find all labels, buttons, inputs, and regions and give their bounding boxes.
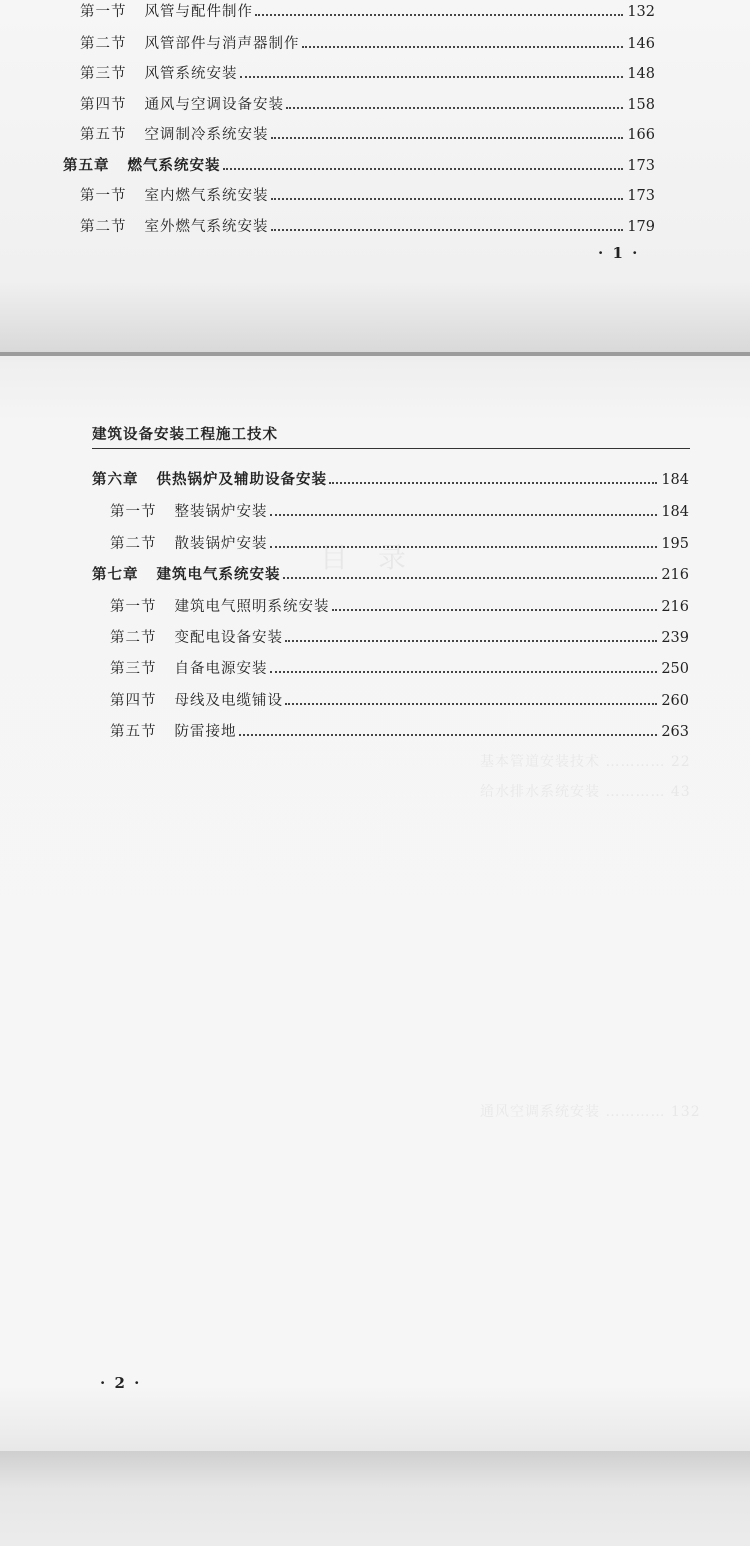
section-number: 第二节 [110,536,157,552]
section-title: 通风与空调设备安装 [144,97,284,113]
toc-page-1 [0,0,750,352]
toc-section-row [80,215,655,236]
chapter-title: 供热锅炉及辅助设备安装 [156,471,327,488]
chapter-number: 第六章 [92,471,139,488]
section-title: 散装锅炉安装 [174,536,268,552]
toc-chapter-row [92,468,689,489]
section-title: 母线及电缆铺设 [174,693,283,709]
toc-section-row [110,720,689,741]
toc-section-row [110,595,689,616]
dot-leader [285,702,657,705]
section-number: 第五节 [110,724,157,740]
page-number: 184 [661,472,689,488]
section-number: 第三节 [110,661,157,677]
dot-leader [302,45,624,48]
section-number: 第一节 [110,599,157,615]
bleed-through-text: 基本管道安装技术 ………… 22 [480,754,691,770]
page-number: 132 [627,4,655,20]
section-title: 空调制冷系统安装 [144,127,269,143]
toc-page-2 [0,356,750,1451]
toc-section-row [80,184,655,205]
toc-section-row [80,62,655,83]
section-title: 防雷接地 [174,724,237,740]
page-number: 195 [661,536,689,552]
page-number: 158 [627,97,655,113]
page-number: 250 [661,661,689,677]
dot-leader [270,513,658,516]
page-number: 216 [661,567,689,583]
chapter-title: 建筑电气系统安装 [156,566,281,583]
header-rule [92,448,690,449]
page-number: 148 [627,66,655,82]
page-number: 146 [627,36,655,52]
section-title: 风管与配件制作 [144,4,253,20]
section-number: 第一节 [80,4,127,20]
toc-section-row [110,657,689,678]
toc-chapter-row [92,563,689,584]
page-number: 173 [627,188,655,204]
section-number: 第一节 [110,504,157,520]
page-folio: · 2 · [100,1374,142,1392]
page-number: 173 [627,158,655,174]
toc-section-row [110,532,689,553]
dot-leader [271,228,624,231]
dot-leader [271,197,624,200]
page-number: 166 [627,127,655,143]
page-number: 263 [661,724,689,740]
section-title: 变配电设备安装 [174,630,283,646]
toc-section-row [110,500,689,521]
section-title: 建筑电气照明系统安装 [174,599,330,615]
toc-section-row [110,689,689,710]
dot-leader [329,481,657,484]
chapter-number: 第七章 [92,566,139,583]
section-title: 风管系统安装 [144,66,238,82]
dot-leader [240,75,624,78]
dot-leader [270,545,658,548]
toc-section-row [80,0,655,21]
section-number: 第二节 [80,219,127,235]
section-number: 第四节 [80,97,127,113]
page-number: 239 [661,630,689,646]
toc-section-row [80,123,655,144]
section-number: 第五节 [80,127,127,143]
dot-leader [283,576,658,579]
dot-leader [271,136,624,139]
dot-leader [285,639,657,642]
next-page-edge [0,1451,750,1546]
section-number: 第二节 [80,36,127,52]
section-title: 室外燃气系统安装 [144,219,269,235]
dot-leader [239,733,658,736]
section-number: 第二节 [110,630,157,646]
page-number: 179 [627,219,655,235]
dot-leader [223,167,624,170]
section-title: 整装锅炉安装 [174,504,268,520]
bleed-through-text: 通风空调系统安装 ………… 132 [480,1104,701,1120]
toc-chapter-row [63,154,655,175]
page-number: 216 [661,599,689,615]
dot-leader [286,106,623,109]
chapter-number: 第五章 [63,157,110,174]
toc-section-row [110,626,689,647]
section-title: 室内燃气系统安装 [144,188,269,204]
bleed-through-text: 目 录 [320,541,408,574]
page-folio: · 1 · [598,244,640,262]
page-number: 260 [661,693,689,709]
toc-section-row [80,93,655,114]
page-number: 184 [661,504,689,520]
toc-section-row [80,32,655,53]
dot-leader [332,608,658,611]
bleed-through-text: 给水排水系统安装 ………… 43 [480,784,691,800]
running-header: 建筑设备安装工程施工技术 [92,426,278,443]
chapter-title: 燃气系统安装 [127,157,221,174]
dot-leader [255,13,623,16]
section-number: 第四节 [110,693,157,709]
section-number: 第一节 [80,188,127,204]
section-title: 自备电源安装 [174,661,268,677]
section-number: 第三节 [80,66,127,82]
section-title: 风管部件与消声器制作 [144,36,300,52]
dot-leader [270,670,658,673]
